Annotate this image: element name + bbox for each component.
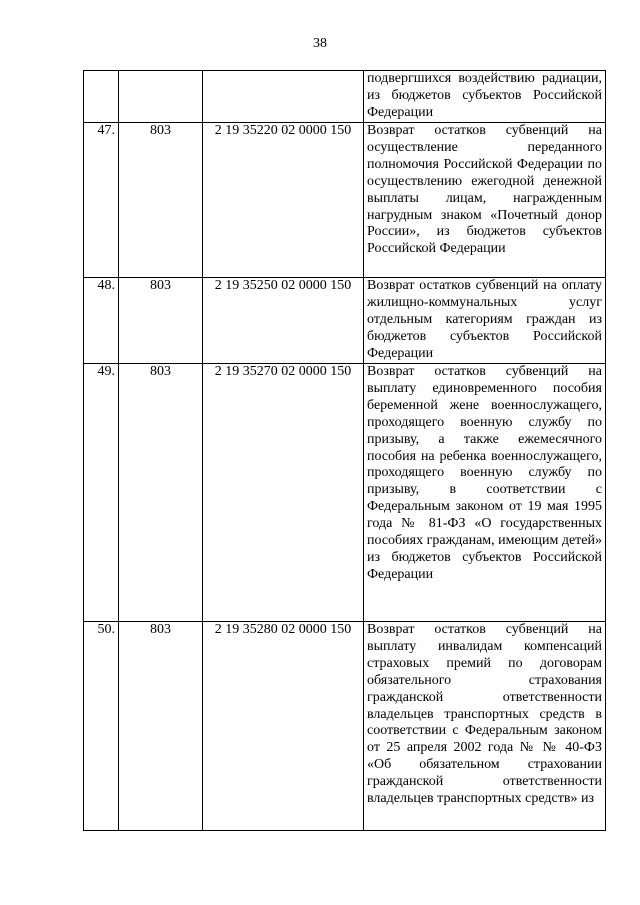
budget-codes-table: [83, 70, 606, 831]
budget-classification-code: 2 19 35270 02 0000 150: [203, 364, 364, 622]
budget-classification-code: 2 19 35280 02 0000 150: [203, 622, 364, 831]
income-description: подвергшихся воздействию радиации, из бюджетов субъектов Российской Федерации: [364, 71, 606, 123]
table-row: [84, 278, 606, 364]
budget-classification-code: [203, 71, 364, 123]
income-description: Возврат остатков субвенций на выплату инвалидам компенсаций страховых премий по договорам обязательного страхования гражданской ответственности владельцев транспортных средств в соответствии с Федеральным законом от 25 апреля 2002 года № № 40-ФЗ «Об обязательном страховании гражданской ответственности владельцев транспортных средств» из: [364, 622, 606, 831]
admin-code: [119, 71, 203, 123]
row-number: 48.: [84, 278, 119, 364]
budget-classification-code: 2 19 35250 02 0000 150: [203, 278, 364, 364]
admin-code: 803: [119, 278, 203, 364]
admin-code: 803: [119, 364, 203, 622]
income-description: Возврат остатков субвенций на осуществление переданного полномочия Российской Федерации по осуществлению ежегодной денежной выплаты лицам, награжденным нагрудным знаком «Почетный донор России», из бюджетов субъектов Российской Федерации: [364, 123, 606, 278]
table-row: [84, 364, 606, 622]
row-number: 47.: [84, 123, 119, 278]
admin-code: 803: [119, 123, 203, 278]
row-number: [84, 71, 119, 123]
budget-classification-code: 2 19 35220 02 0000 150: [203, 123, 364, 278]
income-description: Возврат остатков субвенций на оплату жилищно-коммунальных услуг отдельным категориям граждан из бюджетов субъектов Российской Федерации: [364, 278, 606, 364]
table-row: [84, 71, 606, 123]
income-description: Возврат остатков субвенций на выплату единовременного пособия беременной жене военнослужащего, проходящего военную службу по призыву, а также ежемесячного пособия на ребенка военнослужащего, проходящего военную службу по призыву, в соответствии с Федеральным законом от 19 мая 1995 года № 81-ФЗ «О государственных пособиях гражданам, имеющим детей» из бюджетов субъектов Российской Федерации: [364, 364, 606, 622]
row-number: 50.: [84, 622, 119, 831]
admin-code: 803: [119, 622, 203, 831]
page-number: 38: [313, 36, 327, 51]
row-number: 49.: [84, 364, 119, 622]
table-row: [84, 123, 606, 278]
table-row: [84, 622, 606, 831]
